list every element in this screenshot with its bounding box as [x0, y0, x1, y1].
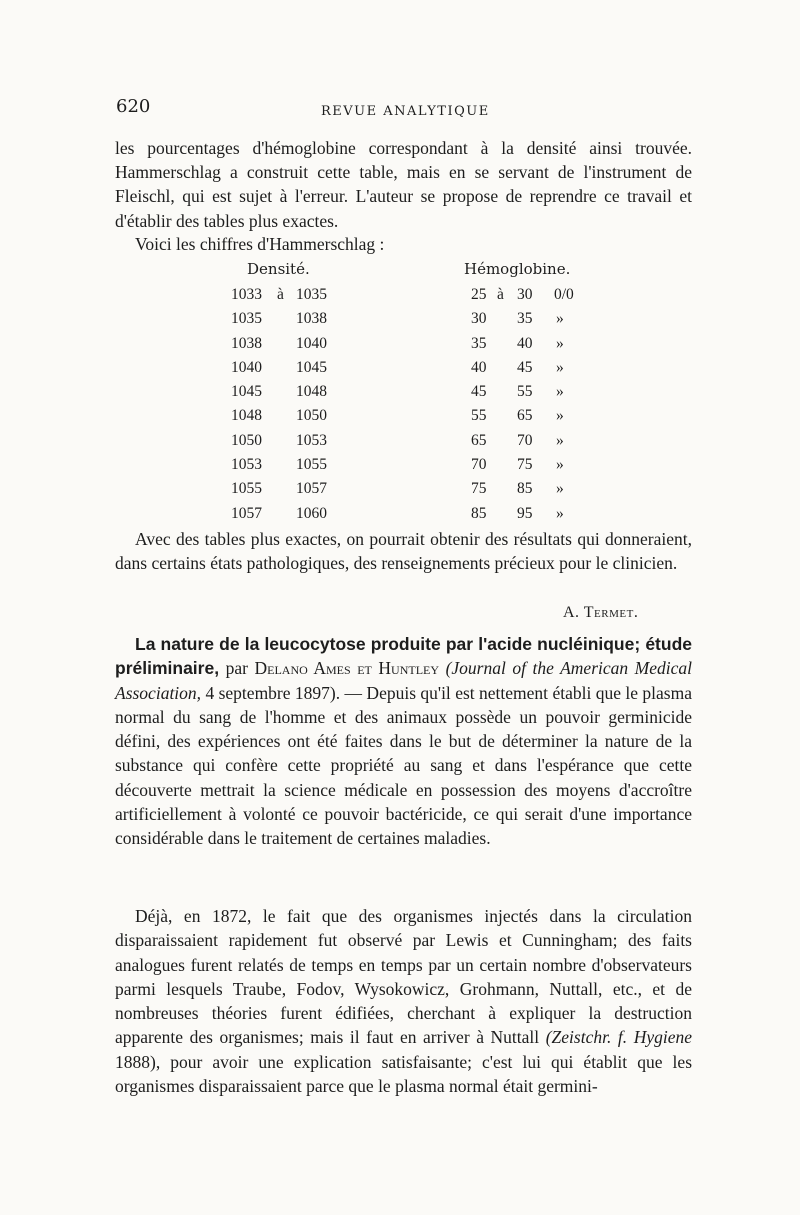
hemoglobin-from: 65 — [471, 431, 487, 449]
hemoglobin-to: 30 — [517, 286, 533, 303]
hemoglobin-from: 45 — [471, 383, 487, 401]
table-row — [220, 306, 600, 330]
article-by: par — [225, 658, 248, 679]
article-authors: Delano Ames et Huntley — [254, 658, 440, 679]
hemoglobin-from: 70 — [471, 456, 487, 474]
hemoglobin-from: 25 — [471, 286, 487, 303]
density-from: 1045 — [231, 383, 262, 401]
article-title: La nature de la leucocytose produite par l'acide nucléinique; étude préliminaire, — [115, 634, 692, 679]
density-to: 1040 — [296, 334, 327, 352]
density-to: 1053 — [296, 431, 327, 449]
conclusion-text: Avec des tables plus exactes, on pourrait obtenir des résultats qui donneraient, dans certains états pathologiques, des renseignements précieux pour le clinicien. — [115, 529, 692, 574]
table-body — [220, 282, 600, 525]
hemoglobin-from: 35 — [471, 334, 487, 352]
hemoglobin-to: 75 — [517, 456, 533, 474]
hemoglobin-from: 40 — [471, 358, 487, 376]
page-number: 620 — [116, 96, 151, 117]
article-body-2a: Déjà, en 1872, le fait que des organismes injectés dans la circulation disparaissaient rapidement fut observé par Lewis et Cunningham; des faits analogues furent relatés de temps en temps par un certain nombre d'observateurs parmi lesquels Traube, Fodov, Wysokowicz, Grohmann, Nuttall, etc., et de nombreuses théories furent édifiées, cherchant à expliquer la destruction apparente des organismes; mais il faut en arriver à Nuttall — [115, 906, 692, 1048]
signature — [563, 604, 638, 622]
unit-mark: » — [556, 431, 564, 449]
density-to: 1055 — [296, 456, 327, 474]
density-to: 1038 — [296, 310, 327, 328]
table-row — [220, 282, 600, 306]
hemoglobin-to: 35 — [517, 310, 533, 328]
table-intro — [115, 232, 692, 256]
table-row — [220, 355, 600, 379]
article-paragraph-2 — [115, 904, 692, 1098]
table-row — [220, 379, 600, 403]
unit-mark: » — [556, 383, 564, 401]
hemoglobin-to: 70 — [517, 431, 533, 449]
hemoglobin-to: 55 — [517, 383, 533, 401]
unit-mark: » — [556, 456, 564, 474]
page-header — [116, 96, 690, 126]
article-paragraph-1 — [115, 632, 692, 851]
hemoglobin-to: 85 — [517, 480, 533, 498]
table-row — [220, 331, 600, 355]
unit-mark: » — [556, 480, 564, 498]
density-from: 1033 — [231, 286, 262, 303]
unit-mark: » — [556, 407, 564, 425]
table-row — [220, 403, 600, 427]
density-from: 1048 — [231, 407, 262, 425]
table-header-row — [220, 258, 600, 282]
density-to-word: à — [277, 286, 284, 303]
article-journal: (Journal of the American Medical Association, — [115, 658, 692, 703]
hemoglobin-table — [220, 258, 600, 525]
article-body-2b: 1888), pour avoir une explication satisfaisante; c'est lui qui établit que les organismes disparaissaient parce que le plasma normal était germini- — [115, 1051, 692, 1097]
density-to: 1048 — [296, 383, 327, 401]
hemoglobin-from: 55 — [471, 407, 487, 425]
article-journal-2: (Zeistchr. f. Hygiene — [545, 1027, 693, 1048]
table-row — [220, 501, 600, 525]
hemoglobin-to: 45 — [517, 358, 533, 376]
density-to: 1060 — [296, 504, 327, 522]
table-intro-text: Voici les chiffres d'Hammerschlag : — [135, 234, 385, 254]
unit-mark: 0/0 — [554, 286, 574, 303]
density-to: 1050 — [296, 407, 327, 425]
article-body-1: 4 septembre 1897). — Depuis qu'il est nettement établi que le plasma normal du sang de l'homme et des animaux possède un pouvoir germinicide défini, des expériences ont été faites dans le but de déterminer la nature de la substance qui confère cette propriété au sang et dans l'espérance que cette découverte mettrait la science médicale en possession des moyens d'accroître artificiellement à volonté ce pouvoir bactéricide, ce qui serait d'une importance considérable dans le traitement de certaines maladies. — [115, 682, 692, 849]
unit-mark: » — [556, 504, 564, 522]
table-row — [220, 428, 600, 452]
table-row — [220, 452, 600, 476]
density-to: 1057 — [296, 480, 327, 498]
hemoglobin-from: 75 — [471, 480, 487, 498]
hemoglobin-to-word: à — [497, 286, 504, 303]
density-from: 1035 — [231, 310, 262, 328]
density-to: 1045 — [296, 358, 327, 376]
running-title: REVUE ANALYTIQUE — [321, 104, 490, 119]
signature-text: A. Termet. — [563, 604, 639, 621]
unit-mark: » — [556, 334, 564, 352]
hemoglobin-from: 85 — [471, 504, 487, 522]
density-from: 1038 — [231, 334, 262, 352]
hemoglobin-from: 30 — [471, 310, 487, 328]
density-from: 1053 — [231, 456, 262, 474]
header-hemoglobin: Hémoglobine. — [464, 260, 571, 278]
unit-mark: » — [556, 310, 564, 328]
density-from: 1055 — [231, 480, 262, 498]
conclusion-paragraph — [115, 527, 692, 575]
hemoglobin-to: 65 — [517, 407, 533, 425]
unit-mark: » — [556, 358, 564, 376]
density-to: 1035 — [296, 286, 327, 303]
density-from: 1040 — [231, 358, 262, 376]
hemoglobin-to: 95 — [517, 504, 533, 522]
table-row — [220, 476, 600, 500]
header-density: Densité. — [247, 260, 310, 278]
density-from: 1057 — [231, 504, 262, 522]
intro-paragraph: les pourcentages d'hémoglobine correspondant à la densité ainsi trouvée. Hammerschlag a construit cette table, mais en se servant de l'instrument de Fleischl, qui est sujet à l'erreur. L'auteur se propose de reprendre ce travail et d'établir des tables plus exactes. — [115, 138, 692, 231]
hemoglobin-to: 40 — [517, 334, 533, 352]
density-from: 1050 — [231, 431, 262, 449]
